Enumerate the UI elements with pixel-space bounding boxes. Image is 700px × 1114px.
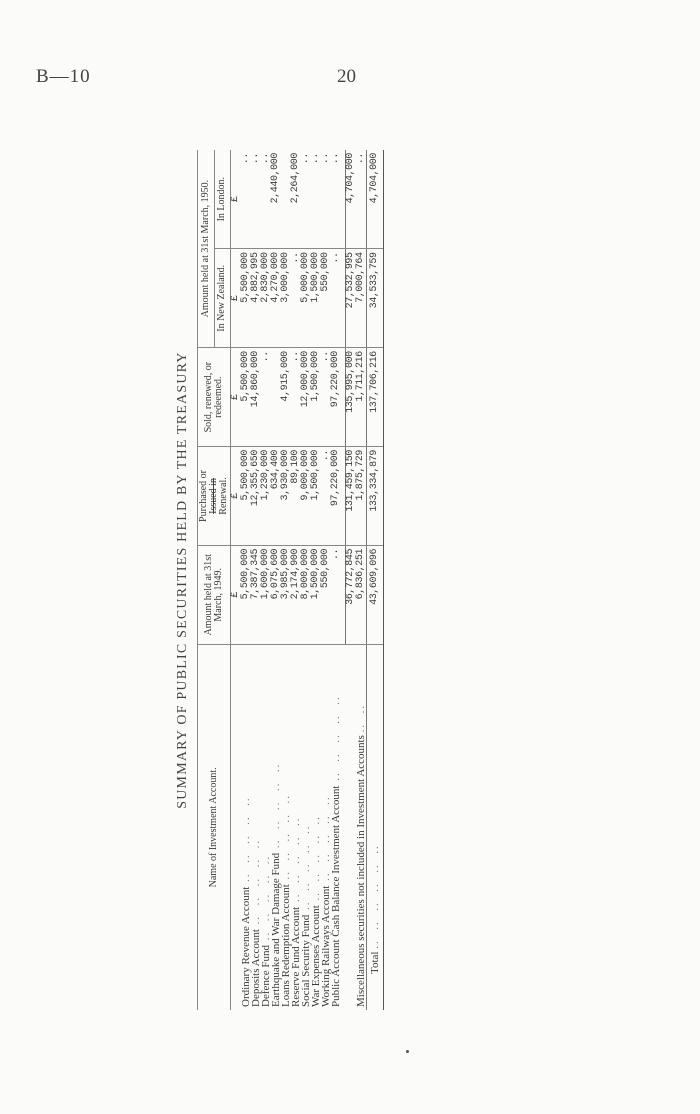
name: Defence Fund .. .. .. .. .. — [261, 644, 271, 1010]
cell-in-london: .. — [320, 153, 331, 165]
account-name: Working Railways Account — [320, 885, 332, 1007]
name: Loans Redemption Account .. .. .. .. .. — [281, 644, 291, 1010]
cell-purchased: 9,000,000 — [301, 447, 311, 546]
cell-in-nz: 550,000 — [321, 249, 331, 348]
cell-sold: 4,915,000 — [281, 348, 291, 447]
cell-in-nz: 5,500,000 — [241, 249, 251, 348]
cell-purchased: 5,500,000 — [241, 447, 251, 546]
col-header-in-london: In London. — [214, 150, 231, 249]
account-name: Defence Fund — [260, 944, 272, 1007]
col-header-amount-1949: Amount held at 31st March, 1949. — [198, 545, 231, 644]
cell-purchased: 12,355,650 — [251, 447, 261, 546]
cell-sold: 97,220,000 — [331, 348, 341, 447]
cell-amount-1949: 3,985,000 — [281, 545, 291, 644]
col-header-in-nz: In New Zealand. — [214, 249, 231, 348]
cell-amount-1949: 8,000,000 — [301, 545, 311, 644]
cell-amount-1949: 6,075,600 — [271, 545, 281, 644]
cell-in-nz: 1,500,000 — [311, 249, 321, 348]
table-row — [331, 150, 341, 1010]
total-row: Total .. .. .. .. .. .. 43,609,096 133,334,879 137,706,216 34,533,759 4,704,000 — [367, 150, 384, 1010]
name: Ordinary Revenue Account .. .. .. .. .. — [241, 644, 251, 1010]
page-code: B—10 — [36, 66, 91, 87]
col-header-name: Name of Investment Account. — [198, 644, 231, 1010]
cell-in-london: .. — [330, 153, 341, 165]
cell-amount-1949: 2,174,900 — [291, 545, 301, 644]
cell-in-nz: 3,000,000 — [281, 249, 291, 348]
cell-sold: .. — [291, 348, 301, 447]
account-name: War Expenses Account — [310, 905, 322, 1007]
cell-sold: 1,500,000 — [311, 348, 321, 447]
cell-in-nz: 4,270,000 — [271, 249, 281, 348]
cell-amount-1949: 1,500,000 — [311, 545, 321, 644]
cell-in-nz: 2,830,000 — [261, 249, 271, 348]
cell-purchased: 1,500,000 — [311, 447, 321, 546]
name: Public Account Cash Balance Investment Account .. .. .. .. .. — [331, 644, 341, 1010]
currency-row: £ £ £ £ £ — [231, 150, 242, 1010]
cell-in-nz: 4,882,995 — [251, 249, 261, 348]
cell-amount-1949: 550,000 — [321, 545, 331, 644]
cell-amount-1949: 1,600,000 — [261, 545, 271, 644]
cell-in-london: 2,440,000 — [270, 153, 281, 204]
cell-sold: .. — [321, 348, 331, 447]
name: Deposits Account .. .. .. .. .. — [251, 644, 261, 1010]
page-number: 20 — [337, 66, 356, 87]
account-name: Loans Redemption Account — [280, 884, 292, 1007]
cell-in-london: .. — [310, 153, 321, 165]
name: Working Railways Account .. .. .. .. .. — [321, 644, 331, 1010]
cell-purchased: 97,220,000 — [331, 447, 341, 546]
cell-sold: 5,500,000 — [241, 348, 251, 447]
cell-sold: 12,000,000 — [301, 348, 311, 447]
cell-in-london: 2,264,000 — [290, 153, 301, 204]
account-name: Public Account Cash Balance Investment Account — [330, 785, 342, 1007]
cell-purchased: 634,400 — [271, 447, 281, 546]
subtotal-row: 36,772,845 131,459,150 135,995,000 27,532,995 4,704,000 — [346, 150, 357, 1010]
cell-purchased: 3,930,000 — [281, 447, 291, 546]
account-name: Deposits Account — [250, 929, 262, 1007]
cell-in-nz: .. — [331, 249, 341, 348]
cell-in-london: .. — [260, 153, 271, 165]
securities-table — [197, 150, 384, 1010]
misc-row: Miscellaneous securities not included in Investment Accounts .. .. 6,836,251 1,875,729 1,711,216 7,000,764 .. — [356, 150, 367, 1010]
cell-amount-1949: .. — [331, 545, 341, 644]
cell-sold: 14,860,000 — [251, 348, 261, 447]
account-name: Earthquake and War Damage Fund — [270, 852, 282, 1007]
cell-in-nz: 5,000,000 — [301, 249, 311, 348]
col-header-held-1950: Amount held at 31st March, 1950. — [198, 150, 215, 348]
cell-purchased: 89,100 — [291, 447, 301, 546]
cell-in-nz: .. — [291, 249, 301, 348]
col-header-purchased: Purchased or Issued in Renewal. — [198, 447, 231, 546]
col-header-sold: Sold, renewed, or redeemed. — [198, 348, 231, 447]
cell-purchased: .. — [321, 447, 331, 546]
cell-amount-1949: 7,387,345 — [251, 545, 261, 644]
cell-sold: .. — [261, 348, 271, 447]
stray-mark — [406, 1050, 409, 1053]
account-name: Ordinary Revenue Account — [240, 886, 252, 1007]
cell-in-london: .. — [250, 153, 261, 165]
cell-amount-1949: 5,500,000 — [241, 545, 251, 644]
name: Reserve Fund Account .. .. .. .. .. — [291, 644, 301, 1010]
table-title: SUMMARY OF PUBLIC SECURITIES HELD BY THE TREASURY — [175, 351, 190, 809]
name: War Expenses Account .. .. .. .. .. — [311, 644, 321, 1010]
name: Social Security Fund .. .. .. .. .. — [301, 644, 311, 1010]
cell-purchased: 1,230,000 — [261, 447, 271, 546]
name: Earthquake and War Damage Fund .. .. .. .. .. — [271, 644, 281, 1010]
cell-in-london: .. — [240, 153, 251, 165]
account-name: Social Security Fund — [300, 914, 312, 1007]
rotated-table-block — [175, 150, 515, 1010]
cell-in-london: .. — [300, 153, 311, 165]
account-name: Reserve Fund Account — [290, 906, 302, 1007]
